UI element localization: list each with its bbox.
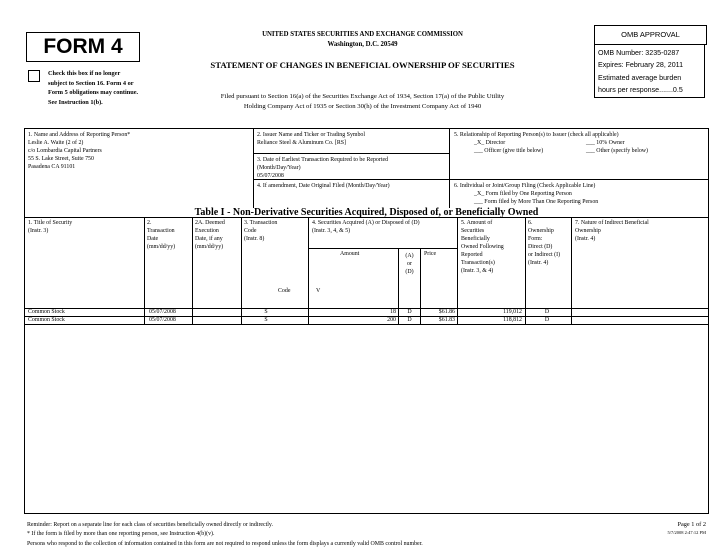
box1-reporting-person [28, 131, 248, 171]
earliest-transaction-date: 05/07/2008 [257, 173, 284, 179]
code-subheader: Code [278, 288, 291, 294]
box2-label: 2. Issuer Name and Ticker or Trading Symbol [257, 132, 365, 138]
header-line: Ownership [575, 228, 601, 234]
header-line: Direct (D) [528, 244, 553, 250]
security-title: Common Stock [28, 317, 65, 323]
page-number: Page 1 of 2 [677, 521, 706, 528]
box3-label-2: (Month/Day/Year) [257, 165, 301, 171]
no-longer-subject-checkbox[interactable] [28, 70, 40, 82]
grid-line [308, 217, 309, 324]
filed-line-2: Holding Company Act of 1935 or Section 30(h) of the Investment Company Act of 1940 [243, 102, 482, 110]
agency-name: UNITED STATES SECURITIES AND EXCHANGE COMMISSION [262, 31, 463, 38]
footer-reminder: Reminder: Report on a separate line for each class of securities beneficially owned directly or indirectly. [27, 522, 273, 528]
header-line: 7. Nature of Indirect Beneficial [575, 220, 649, 226]
col-transaction-date [147, 219, 191, 251]
box4-label: 4. If amendment, Date Original Filed (Month/Day/Year) [257, 183, 390, 189]
footer-omb-note: Persons who respond to the collection of information contained in this form are not required to respond unless the form displays a currently valid OMB control number. [27, 541, 423, 547]
director-option: _X_ Director [474, 140, 506, 146]
grid-line [241, 217, 242, 324]
address-line: c/o Lombardia Capital Partners [28, 148, 102, 154]
col-title-of-security [28, 219, 140, 235]
security-title: Common Stock [28, 309, 65, 315]
omb-hours: hours per response.......0.5 [598, 85, 683, 94]
amount-owned: 118,812 [503, 317, 522, 323]
transaction-date: 05/07/2008 [149, 309, 176, 315]
box3-earliest-date [257, 156, 447, 180]
header-line: (Instr. 8) [244, 236, 265, 242]
grid-line [308, 248, 457, 249]
omb-info [594, 44, 705, 98]
header-line: 2A. Deemed [195, 220, 225, 226]
grid-line [457, 217, 458, 324]
header-line: 5. Amount of [461, 220, 493, 226]
box1-label: 1. Name and Address of Reporting Person* [28, 132, 131, 138]
amount: 18 [390, 309, 396, 315]
checkbox-label-line: See Instruction 1(b). [48, 98, 103, 106]
price: $61.83 [438, 317, 455, 323]
box2-issuer [257, 131, 447, 147]
header-line: Reported [461, 252, 483, 258]
grid-line [525, 217, 526, 324]
col-securities-acquired [312, 219, 457, 235]
box6-label: 6. Individual or Joint/Group Filing (Check Applicable Line) [454, 183, 596, 189]
header-line: or Indirect (I) [528, 252, 561, 258]
grid-line [192, 217, 193, 324]
acquired-disposed: D [407, 309, 412, 315]
transaction-code: S [264, 309, 268, 315]
header-line: Transaction [147, 228, 175, 234]
reporting-person-name: Leslie A. Waite (2 of 2) [28, 140, 84, 146]
header-line: (A) [405, 253, 414, 259]
v-subheader: V [316, 288, 321, 294]
agency-location: Washington, D.C. 20549 [327, 40, 398, 48]
table1-title: Table I - Non-Derivative Securities Acquired, Disposed of, or Beneficially Owned [194, 207, 539, 218]
multiple-persons-option: ___ Form filed by More Than One Reporting Person [474, 199, 599, 205]
header-line: 2. [147, 220, 152, 226]
checkbox-label [48, 69, 168, 107]
col-ownership-form [528, 219, 570, 267]
header-line: (D) [405, 269, 414, 275]
issuer-name: Reliance Steel & Aluminum Co. [RS] [257, 140, 347, 146]
timestamp: 5/7/2008 2:47:12 PM [667, 530, 706, 535]
header-line: (mm/dd/yy) [195, 244, 224, 250]
omb-approval-title: OMB APPROVAL [594, 25, 707, 45]
address-line: Pasadena CA 91101 [28, 164, 76, 170]
officer-option: ___ Officer (give title below) [474, 148, 544, 154]
omb-number: OMB Number: 3235-0287 [598, 49, 680, 57]
agency-header [215, 30, 510, 49]
header-line: Date [147, 236, 159, 242]
checkbox-label-line: Form 5 obligations may continue. [48, 89, 139, 96]
col-transaction-code [244, 219, 306, 243]
grid-line [24, 513, 709, 514]
omb-burden: Estimated average burden [598, 73, 682, 82]
statement-title: STATEMENT OF CHANGES IN BENEFICIAL OWNERSHIP OF SECURITIES [210, 60, 515, 70]
grid-line [144, 217, 145, 324]
box5-relationship [454, 131, 706, 155]
header-line: 4. Securities Acquired (A) or Disposed of (D) [312, 220, 420, 226]
header-line: (mm/dd/yy) [147, 244, 176, 250]
header-line: 6. [528, 220, 533, 226]
ownership-form: D [544, 317, 550, 323]
header-line: Transaction(s) [461, 260, 495, 266]
box6-filing [454, 182, 706, 206]
header-line: (Instr. 4) [528, 260, 549, 266]
col-amount-owned [461, 219, 523, 275]
price: $61.86 [438, 309, 455, 315]
transaction-code: S [264, 317, 268, 323]
header-line: Owned Following [461, 244, 504, 250]
header-line: 3. Transaction [244, 220, 278, 226]
grid-line [571, 217, 572, 324]
filed-line-1: Filed pursuant to Section 16(a) of the Securities Exchange Act of 1934, Section 17(a) of the Public Utility [220, 93, 505, 100]
table-row [0, 309, 728, 317]
one-person-option: _X_ Form filed by One Reporting Person [474, 191, 572, 197]
grid-line [449, 128, 450, 208]
checkbox-label-line: subject to Section 16. Form 4 or [48, 79, 134, 87]
header-line: Ownership [528, 228, 554, 234]
header-line: Execution [195, 228, 219, 234]
form-title: FORM 4 [26, 32, 140, 62]
amount-subheader: Amount [340, 251, 360, 257]
header-line: Beneficially [461, 236, 490, 242]
footer-note: * If the form is filed by more than one reporting person, see Instruction 4(b)(v). [27, 531, 215, 537]
grid-line [24, 128, 709, 129]
header-line: (Instr. 3) [28, 228, 49, 234]
header-line: Code [244, 228, 257, 234]
col-nature-indirect [575, 219, 707, 243]
header-line: Form: [528, 236, 543, 242]
amount-owned: 119,012 [503, 309, 522, 315]
ad-subheader [399, 252, 420, 276]
ownership-form: D [544, 309, 550, 315]
box3-label: 3. Date of Earliest Transaction Required to be Reported [257, 157, 389, 163]
filed-pursuant [170, 92, 555, 111]
amount: 200 [387, 317, 396, 323]
address-line: 55 S. Lake Street, Suite 750 [28, 156, 94, 162]
acquired-disposed: D [407, 317, 412, 323]
table-row [0, 317, 728, 325]
header-line: or [407, 261, 412, 267]
header-line: (Instr. 4) [575, 236, 596, 242]
col-deemed-execution [195, 219, 240, 251]
header-line: (Instr. 3, & 4) [461, 268, 494, 274]
price-subheader: Price [424, 251, 437, 257]
checkbox-label-line: Check this box if no longer [48, 70, 121, 77]
transaction-date: 05/07/2008 [149, 317, 176, 323]
header-line: Date, if any [195, 236, 223, 242]
omb-expires: Expires: February 28, 2011 [598, 61, 684, 70]
ten-percent-owner-option: ___ 10% Owner [586, 140, 625, 146]
other-option: ___ Other (specify below) [586, 148, 648, 154]
header-line: Securities [461, 228, 485, 234]
grid-line [253, 128, 254, 208]
box5-label: 5. Relationship of Reporting Person(s) to Issuer (check all applicable) [454, 132, 619, 138]
header-line: 1. Title of Security [28, 220, 73, 226]
box4-amendment [257, 182, 447, 190]
header-line: (Instr. 3, 4, & 5) [312, 228, 351, 234]
grid-line [253, 153, 449, 154]
